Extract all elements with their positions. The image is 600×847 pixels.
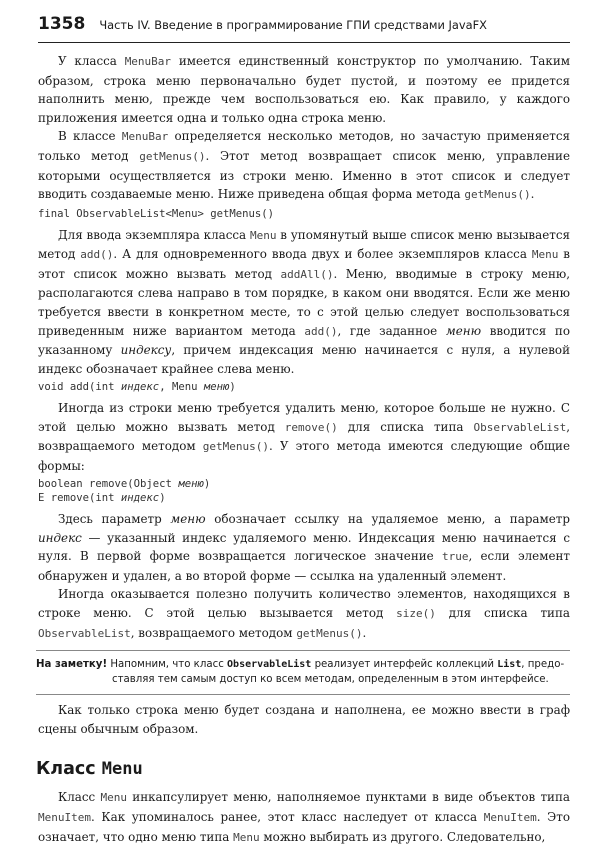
paragraph-add-menu: Для ввода экземпляра класса Menu в упомянутый выше список меню вызывается метод add(). А для одновременного ввода двух и более экземпляров класса Menu в этот список можно вызвать метод addAll(). Меню, вводимые в строку меню, располагаются слева направо в том порядке, в каком они вводятся. Если же меню требуется ввести в конкретном месте, то с этой целью следует воспользоваться приведенным ниже вариантом метода add(), где заданное меню вводится по указанному индексу, причем индексация меню начинается с нуля, а нулевой индекс обозначает крайнее слева меню. <box>38 227 570 376</box>
page-number: 1358 <box>38 14 86 34</box>
code-remove-signatures: boolean remove(Object меню) E remove(int индекс) <box>38 478 211 505</box>
paragraph-menubar-constructor: У класса MenuBar имеется единственный конструктор по умолчанию. Таким образом, строка меню первоначально будет пустой, и поэтому ее придется наполнить меню, прежде чем воспользоваться ею. Как правило, у каждого приложения имеется одна и только одна строка меню. <box>38 54 570 125</box>
running-title: Часть IV. Введение в программирование ГПИ средствами JavaFX <box>99 18 487 32</box>
paragraph-menu-class: Класс Menu инкапсулирует меню, наполняемое пунктами в виде объектов типа MenuItem. Как упоминалось ранее, этот класс наследует от класса MenuItem. Это означает, что одно меню типа Menu можно выбирать из другого. Следовательно, <box>38 790 570 844</box>
code-add-signature: void add(int индекс, Menu меню) <box>38 381 236 394</box>
paragraph-size-method: Иногда оказывается полезно получить количество элементов, находящихся в строке меню. С этой целью вызывается метод size() для списка типа ObservableList, возвращаемого методом getMenus(). <box>38 587 570 640</box>
note-line-2: ставляя тем самым доступ ко всем методам, определенным в этом интерфейсе. <box>112 674 549 686</box>
page-header <box>38 14 570 43</box>
paragraph-getmenus: В классе MenuBar определяется несколько методов, но зачастую применяется только метод getMenus(). Этот метод возвращает список меню, управление которыми осуществляется из строки меню. Именно в этот список и следует вводить создаваемые меню. Ниже приведена общая форма метода getMenus(). <box>38 129 570 202</box>
paragraph-remove-params: Здесь параметр меню обозначает ссылку на удаляемое меню, а параметр индекс — указанный индекс удаляемого меню. Индексация меню начинается с нуля. В первой форме возвращается логическое значение true, если элемент обнаружен и удален, а во второй форме — ссылка на удаленный элемент. <box>38 512 571 583</box>
note-lead: На заметку! <box>36 659 108 671</box>
note-line-1: На заметку! Напомним, что класс ObservableList реализует интерфейс коллекций List, предо- <box>36 659 565 671</box>
code-getmenus-signature: final ObservableList<Menu> getMenus() <box>38 207 274 220</box>
section-heading-menu-class: Класс Menu <box>36 759 143 780</box>
note-box <box>36 650 570 695</box>
paragraph-add-to-scene: Как только строка меню будет создана и наполнена, ее можно ввести в граф сцены обычным образом. <box>38 703 570 736</box>
paragraph-remove-menu: Иногда из строки меню требуется удалить меню, которое больше не нужно. С этой целью можно вызвать метод remove() для списка типа ObservableList, возвращаемого методом getMenus(). У этого метода имеются следующие общие формы: <box>38 401 570 473</box>
